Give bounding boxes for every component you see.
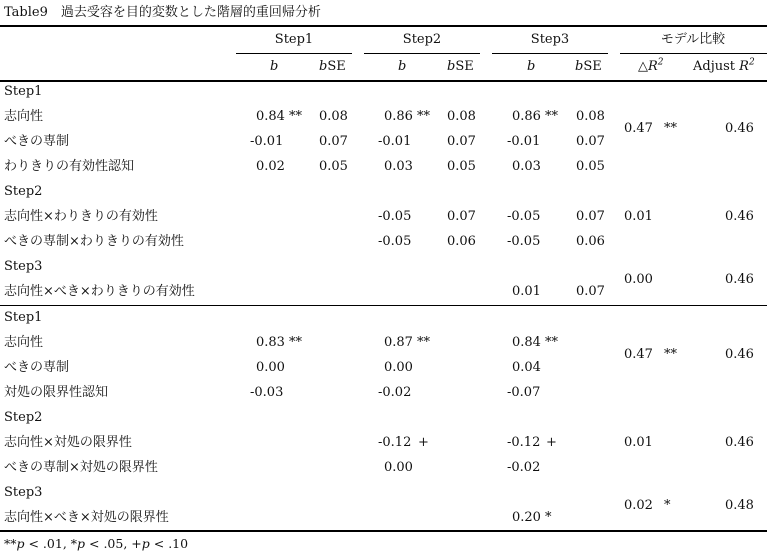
section2-step3-label: Step3 (4, 485, 43, 500)
subheader-bse-3: bSE (575, 59, 602, 74)
section1-r3-s3se: 0.07 (576, 209, 605, 224)
section1-r3-s2se: 0.07 (447, 209, 476, 224)
section1-r0-s3sig: ** (545, 109, 558, 124)
section2-row-label: 志向性×対処の限界性 (4, 435, 132, 450)
section1-model1-dr2: 0.47 (624, 121, 653, 136)
subheader-b-2: b (398, 59, 407, 74)
group-rule-step1 (236, 53, 352, 54)
section1-r2-s3b: 0.03 (512, 159, 541, 174)
section1-model3-adj: 0.46 (725, 272, 754, 287)
section1-model1-adj: 0.46 (725, 121, 754, 136)
section2-r0-s3sig: ** (545, 335, 558, 350)
section2-r0-s2b: 0.87 (384, 335, 413, 350)
section1-row-label: 志向性×べき×わりきりの有効性 (4, 284, 195, 299)
section2-r3-s3sig: + (546, 435, 557, 450)
section2-model3-dr2: 0.02 (624, 498, 653, 513)
section2-model1-sig: ** (664, 347, 677, 362)
section1-r1-s3b: -0.01 (507, 134, 541, 149)
section2-r3-s3b: -0.12 (507, 435, 541, 450)
section1-step3-label: Step3 (4, 259, 43, 274)
section2-row-label: 対処の限界性認知 (4, 385, 109, 400)
section1-step1-label: Step1 (4, 84, 43, 99)
section2-model1-adj: 0.46 (725, 347, 754, 362)
section2-model3-adj: 0.48 (725, 498, 754, 513)
section1-r5-s3b: 0.01 (512, 284, 541, 299)
section2-r2-s2b: -0.02 (378, 385, 412, 400)
section2-r0-s1sig: ** (289, 335, 302, 350)
subheader-delta-r2: $\triangle R^2$ (638, 57, 664, 74)
header-step1: Step1 (274, 32, 314, 47)
section2-r0-s1b: 0.83 (256, 335, 285, 350)
bottom-rule (0, 530, 767, 532)
section1-r4-s2b: -0.05 (378, 234, 412, 249)
section1-r1-s2b: -0.01 (378, 134, 412, 149)
section1-r0-s3b: 0.86 (512, 109, 541, 124)
section2-r5-s3sig: * (545, 510, 552, 525)
section1-r2-s2se: 0.05 (447, 159, 476, 174)
section1-row-label: わりきりの有効性認知 (4, 159, 135, 174)
section2-row-label: べきの専制 (4, 360, 70, 375)
section2-row-label: 志向性×べき×対処の限界性 (4, 510, 169, 525)
group-rule-step3 (492, 53, 608, 54)
header-model-comparison: モデル比較 (660, 32, 726, 47)
subheader-adjust-r2: Adjust $R^2$ (693, 57, 755, 74)
section1-r0-s2sig: ** (417, 109, 430, 124)
section2-model1-dr2: 0.47 (624, 347, 653, 362)
section2-step2-label: Step2 (4, 410, 43, 425)
section2-model2-adj: 0.46 (725, 435, 754, 450)
section1-r0-s1sig: ** (289, 109, 302, 124)
significance-note: **p < .01, *p < .05, +p < .10 (4, 536, 189, 551)
section2-model3-sig: * (664, 498, 671, 513)
section2-r1-s3b: 0.04 (512, 360, 541, 375)
section2-r0-s3b: 0.84 (512, 335, 541, 350)
section1-row-label: 志向性×わりきりの有効性 (4, 209, 158, 224)
section1-r1-s3se: 0.07 (576, 134, 605, 149)
section2-r0-s2sig: ** (417, 335, 430, 350)
section2-r3-s2b: -0.12 (378, 435, 412, 450)
section2-r4-s2b: 0.00 (384, 460, 413, 475)
section1-r0-s2se: 0.08 (447, 109, 476, 124)
section1-r0-s3se: 0.08 (576, 109, 605, 124)
section1-r2-s2b: 0.03 (384, 159, 413, 174)
header-rule (0, 80, 767, 82)
section2-model2-dr2: 0.01 (624, 435, 653, 450)
subheader-bse-1: bSE (319, 59, 346, 74)
section1-r4-s3b: -0.05 (507, 234, 541, 249)
section1-r4-s2se: 0.06 (447, 234, 476, 249)
section2-row-label: 志向性 (4, 335, 44, 350)
section1-r5-s3se: 0.07 (576, 284, 605, 299)
section1-row-label: 志向性 (4, 109, 44, 124)
section1-r2-s1se: 0.05 (319, 159, 348, 174)
section1-model1-sig: ** (664, 121, 677, 136)
header-step3: Step3 (530, 32, 570, 47)
section2-r4-s3b: -0.02 (507, 460, 541, 475)
group-rule-step2 (364, 53, 480, 54)
section1-r1-s2se: 0.07 (447, 134, 476, 149)
subheader-b-1: b (270, 59, 279, 74)
section2-r1-s1b: 0.00 (256, 360, 285, 375)
section1-model3-dr2: 0.00 (624, 272, 653, 287)
section2-r5-s3b: 0.20 (512, 510, 541, 525)
section1-r4-s3se: 0.06 (576, 234, 605, 249)
section1-r0-s1b: 0.84 (256, 109, 285, 124)
section1-row-label: べきの専制×わりきりの有効性 (4, 234, 184, 249)
section2-row-label: べきの専制×対処の限界性 (4, 460, 158, 475)
section-rule (0, 305, 767, 306)
section1-r1-s1se: 0.07 (319, 134, 348, 149)
section2-r2-s1b: -0.03 (250, 385, 284, 400)
group-rule-model (620, 53, 767, 54)
section1-r2-s3se: 0.05 (576, 159, 605, 174)
section1-model2-dr2: 0.01 (624, 209, 653, 224)
subheader-bse-2: bSE (447, 59, 474, 74)
section2-r2-s3b: -0.07 (507, 385, 541, 400)
section1-r0-s2b: 0.86 (384, 109, 413, 124)
section1-r0-s1se: 0.08 (319, 109, 348, 124)
section1-row-label: べきの専制 (4, 134, 70, 149)
top-rule (0, 25, 767, 27)
section1-r3-s2b: -0.05 (378, 209, 412, 224)
section2-r3-s2sig: + (418, 435, 429, 450)
table-title: Table9 過去受容を目的変数とした階層的重回帰分析 (4, 5, 321, 20)
section1-r2-s1b: 0.02 (256, 159, 285, 174)
header-step2: Step2 (402, 32, 442, 47)
subheader-b-3: b (527, 59, 536, 74)
section1-step2-label: Step2 (4, 184, 43, 199)
section1-r1-s1b: -0.01 (250, 134, 284, 149)
section1-r3-s3b: -0.05 (507, 209, 541, 224)
section2-step1-label: Step1 (4, 310, 43, 325)
section1-model2-adj: 0.46 (725, 209, 754, 224)
section2-r1-s2b: 0.00 (384, 360, 413, 375)
